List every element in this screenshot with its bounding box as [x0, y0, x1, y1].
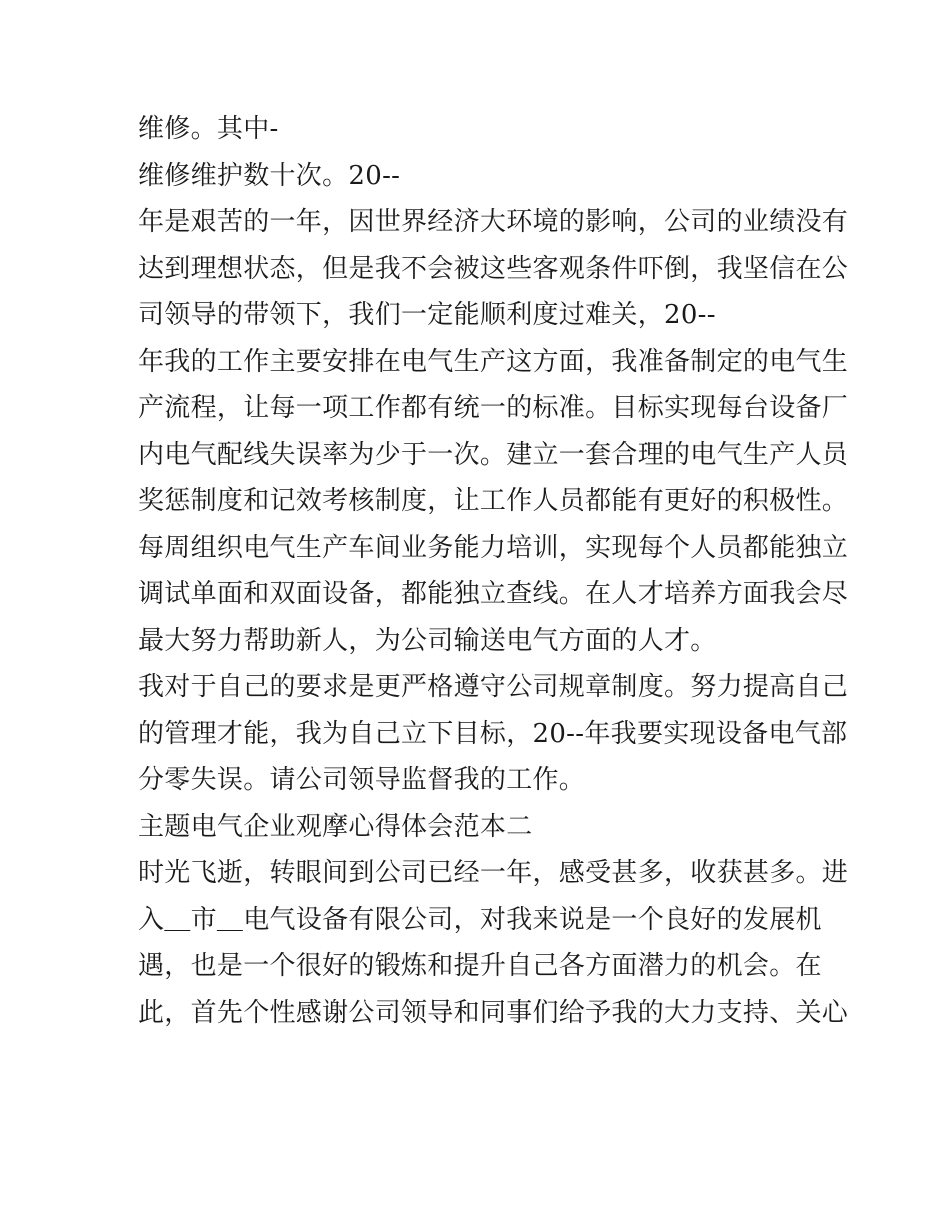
text-line: 每周组织电气生产车间业务能力培训，实现每个人员都能独立 [138, 532, 849, 563]
text-line: 奖惩制度和记效考核制度，让工作人员都能有更好的积极性。 [138, 486, 849, 516]
text-line: 维修维护数十次。20-- [138, 160, 401, 191]
text-line: 遇，也是一个很好的锻炼和提升自己各方面潜力的机会。在 [138, 951, 822, 981]
text-line: 产流程，让每一项工作都有统一的标准。目标实现每台设备厂 [138, 393, 849, 423]
text-line: 此，首先个性感谢公司领导和同事们给予我的大力支持、关心 [138, 997, 849, 1028]
text-line: 达到理想状态，但是我不会被这些客观条件吓倒，我坚信在公 [138, 253, 849, 284]
text-line: 时光飞逝，转眼间到公司已经一年，感受甚多，收获甚多。进 [138, 858, 849, 888]
document-body [138, 106, 849, 1036]
text-line: 维修。其中- [138, 114, 279, 144]
text-line: 入＿市＿电气设备有限公司，对我来说是一个良好的发展机 [138, 904, 822, 935]
text-line: 的管理才能，我为自己立下目标，20--年我要实现设备电气部 [138, 718, 848, 749]
text-line: 年是艰苦的一年，因世界经济大环境的影响，公司的业绩没有 [138, 207, 849, 237]
text-line: 内电气配线失误率为少于一次。建立一套合理的电气生产人员 [138, 439, 849, 470]
text-line: 最大努力帮助新人，为公司输送电气方面的人才。 [138, 625, 717, 656]
section-heading: 主题电气企业观摩心得体会范本二 [138, 811, 533, 842]
text-line: 我对于自己的要求是更严格遵守公司规章制度。努力提高自己 [138, 672, 849, 702]
text-line: 分零失误。请公司领导监督我的工作。 [138, 765, 586, 795]
text-line: 年我的工作主要安排在电气生产这方面，我准备制定的电气生 [138, 346, 849, 377]
text-line: 司领导的带领下，我们一定能顺利度过难关，20-- [138, 300, 716, 330]
text-line: 调试单面和双面设备，都能独立查线。在人才培养方面我会尽 [138, 579, 849, 609]
